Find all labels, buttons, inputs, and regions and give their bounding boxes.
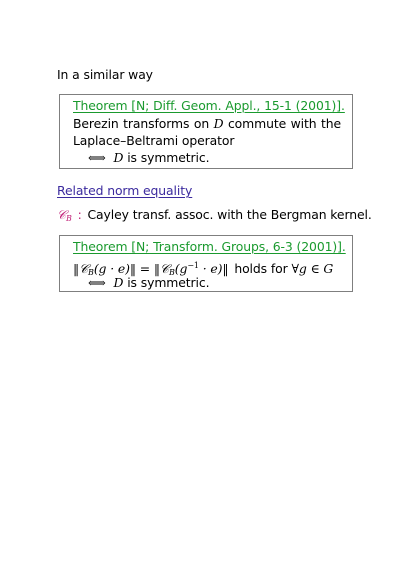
related-heading[interactable]: Related norm equality bbox=[57, 183, 193, 198]
cayley-description: Cayley transf. assoc. with the Bergman kernel. bbox=[87, 207, 372, 222]
theorem-1-conclusion: ⟺ D is symmetric. bbox=[88, 150, 210, 165]
norm-equality: ‖𝒞$_B$(g · e)‖ = $‖𝒞_B(g^{-1}$ · e)‖ holds for ∀g ∈ G bbox=[73, 261, 334, 277]
theorem-box-2 bbox=[59, 235, 353, 292]
theorem-1-title[interactable]: Theorem [N; Diff. Geom. Appl., 15-1 (2001)]. bbox=[73, 98, 345, 113]
forall-g-in-G: ∀g ∈ G bbox=[291, 261, 334, 276]
cayley-symbol: 𝒞$_B$ bbox=[57, 207, 72, 223]
domain-symbol: D bbox=[113, 150, 124, 165]
theorem-box-1 bbox=[59, 94, 353, 169]
domain-symbol: D bbox=[213, 116, 224, 131]
theorem-1-line-1: Berezin transforms on D commute with the bbox=[73, 116, 342, 131]
iff-symbol: ⟺ bbox=[88, 275, 106, 290]
iff-symbol: ⟺ bbox=[88, 150, 106, 165]
intro-text: In a similar way bbox=[57, 67, 153, 82]
colon: : bbox=[77, 207, 82, 222]
theorem-2-conclusion: ⟺ D is symmetric. bbox=[88, 275, 210, 290]
theorem-1-line-2: Laplace–Beltrami operator bbox=[73, 133, 235, 148]
cayley-definition bbox=[57, 207, 372, 223]
domain-symbol: D bbox=[113, 275, 124, 290]
theorem-2-title[interactable]: Theorem [N; Transform. Groups, 6-3 (2001)]. bbox=[73, 239, 346, 254]
